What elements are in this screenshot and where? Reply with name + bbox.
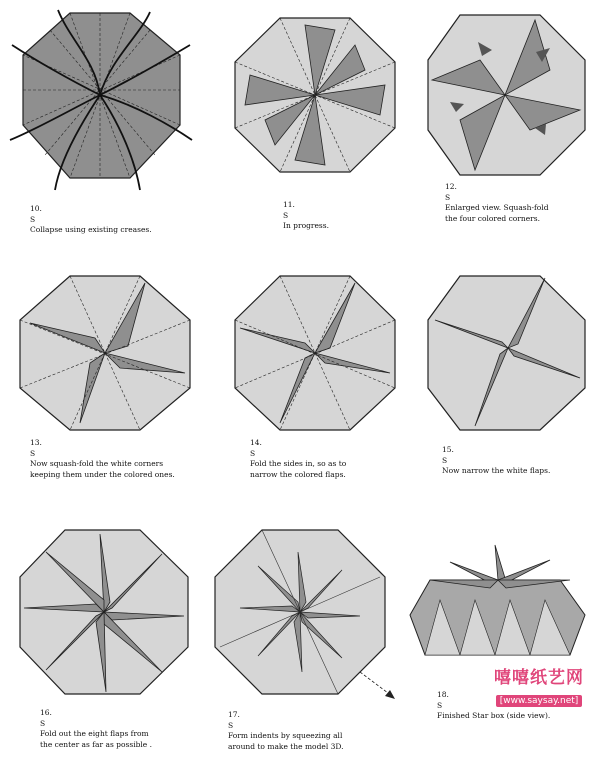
step-text-line-1: Fold the sides in, so as to	[250, 459, 347, 468]
step-15-caption	[442, 445, 550, 477]
step-13-diagram	[0, 258, 210, 438]
step-number: 17.	[228, 710, 240, 719]
step-text-line-1: Fold out the eight flaps from	[40, 729, 149, 738]
step-mark: S	[283, 210, 289, 220]
step-10	[0, 0, 210, 240]
step-13	[0, 258, 210, 493]
step-12-diagram	[420, 0, 594, 200]
step-16-caption	[40, 708, 152, 750]
step-text-line-2: the four colored corners.	[445, 213, 540, 223]
step-text: Finished Star box (side view).	[437, 711, 551, 720]
step-11-caption	[283, 200, 329, 232]
step-14-diagram	[225, 258, 415, 438]
step-number: 14.	[250, 438, 262, 447]
step-mark: S	[437, 700, 443, 710]
step-mark: S	[228, 720, 234, 730]
step-number: 18.	[437, 690, 449, 699]
step-17-diagram	[210, 512, 400, 702]
watermark-name: 嘻嘻纸艺网	[494, 668, 584, 688]
step-number: 13.	[30, 438, 42, 447]
step-text-line-1: Form indents by squeezing all	[228, 731, 343, 740]
step-number: 11.	[283, 200, 295, 209]
step-number: 16.	[40, 708, 52, 717]
step-text: Collapse using existing creases.	[30, 225, 152, 234]
step-13-caption	[30, 438, 175, 480]
step-18-diagram	[400, 540, 594, 670]
step-12	[420, 0, 594, 240]
step-mark: S	[445, 192, 451, 202]
step-11	[225, 0, 415, 240]
step-mark: S	[40, 718, 46, 728]
step-15	[420, 258, 594, 493]
step-text-line-1: Enlarged view. Squash-fold	[445, 203, 549, 212]
step-17-caption	[228, 710, 344, 752]
step-number: 15.	[442, 445, 454, 454]
step-text-line-1: Now squash-fold the white corners	[30, 459, 164, 468]
step-15-diagram	[420, 258, 594, 438]
step-14-caption	[250, 438, 346, 480]
step-text: Now narrow the white flaps.	[442, 466, 551, 475]
watermark	[490, 663, 588, 707]
step-10-caption	[30, 204, 152, 236]
step-17	[210, 512, 400, 766]
step-mark: S	[250, 448, 256, 458]
step-16	[0, 512, 210, 766]
arrow-icon	[360, 672, 395, 699]
step-11-diagram	[225, 0, 415, 200]
step-12-caption	[445, 182, 549, 224]
watermark-url: [www.saysay.net]	[496, 695, 583, 707]
step-text-line-2: narrow the colored flaps.	[250, 469, 346, 479]
octagon-paper	[428, 276, 585, 430]
step-text-line-2: around to make the model 3D.	[228, 741, 344, 751]
step-text-line-2: keeping them under the colored ones.	[30, 469, 175, 479]
step-text-line-2: the center as far as possible .	[40, 739, 153, 749]
step-mark: S	[442, 455, 448, 465]
step-mark: S	[30, 214, 36, 224]
step-18	[400, 540, 594, 766]
step-10-diagram	[0, 0, 210, 200]
step-number: 10.	[30, 204, 42, 213]
step-text: In progress.	[283, 221, 329, 230]
step-14	[225, 258, 415, 493]
step-16-diagram	[0, 512, 210, 702]
step-number: 12.	[445, 182, 457, 191]
star-lid	[430, 545, 570, 588]
step-mark: S	[30, 448, 36, 458]
